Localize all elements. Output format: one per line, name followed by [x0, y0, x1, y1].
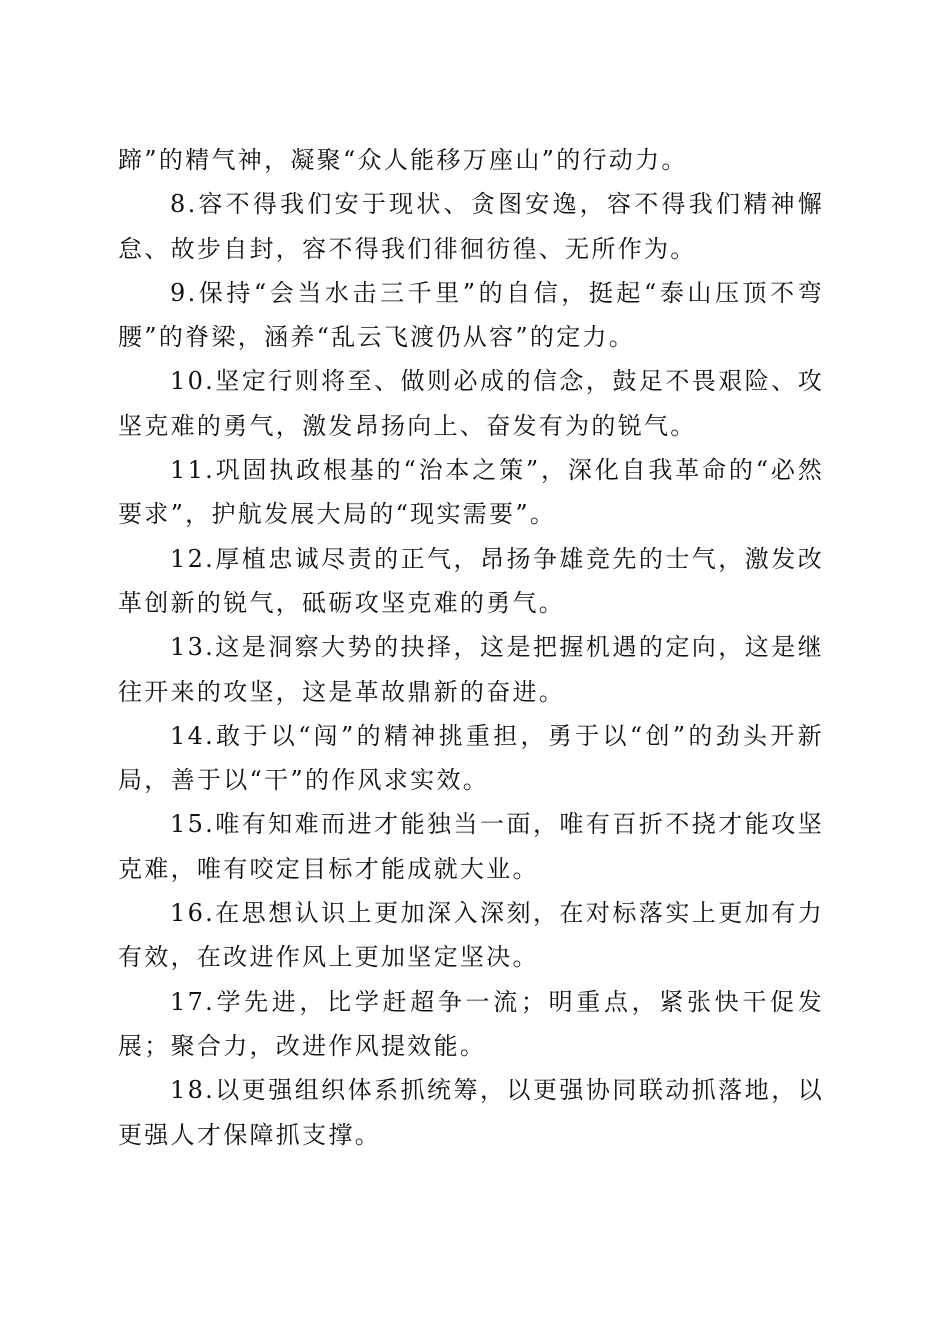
paragraph-item-9: 9.保持“会当水击三千里”的自信，挺起“泰山压顶不弯腰”的脊梁，涵养“乱云飞渡仍从容”的定力。: [118, 278, 824, 352]
document-body: [118, 138, 824, 1157]
paragraph-item-8: 8.容不得我们安于现状、贪图安逸，容不得我们精神懈怠、故步自封，容不得我们徘徊彷徨、无所作为。: [118, 190, 824, 263]
paragraph-continuation: 蹄”的精气神，凝聚“众人能移万座山”的行动力。: [118, 146, 688, 174]
paragraph-item-10: 10.坚定行则将至、做则必成的信念，鼓足不畏艰险、攻坚克难的勇气，激发昂扬向上、奋发有为的锐气。: [118, 367, 824, 440]
paragraph-item-18: 18.以更强组织体系抓统筹，以更强协同联动抓落地，以更强人才保障抓支撑。: [118, 1076, 824, 1149]
paragraph-item-11: 11.巩固执政根基的“治本之策”，深化自我革命的“必然要求”，护航发展大局的“现实需要”。: [118, 456, 824, 529]
paragraph-item-13: 13.这是洞察大势的抉择，这是把握机遇的定向，这是继往开来的攻坚，这是革故鼎新的奋进。: [118, 633, 824, 706]
paragraph-item-15: 15.唯有知难而进才能独当一面，唯有百折不挠才能攻坚克难，唯有咬定目标才能成就大业。: [118, 810, 824, 883]
paragraph-item-16: 16.在思想认识上更加深入深刻，在对标落实上更加有力有效，在改进作风上更加坚定坚决。: [118, 899, 824, 972]
paragraph-item-12: 12.厚植忠诚尽责的正气，昂扬争雄竞先的士气，激发改革创新的锐气，砥砺攻坚克难的勇气。: [118, 544, 824, 617]
paragraph-item-17: 17.学先进，比学赶超争一流；明重点，紧张快干促发展；聚合力，改进作风提效能。: [118, 987, 824, 1060]
paragraph-item-14: 14.敢于以“闯”的精神挑重担，勇于以“创”的劲头开新局，善于以“干”的作风求实效。: [118, 721, 824, 795]
